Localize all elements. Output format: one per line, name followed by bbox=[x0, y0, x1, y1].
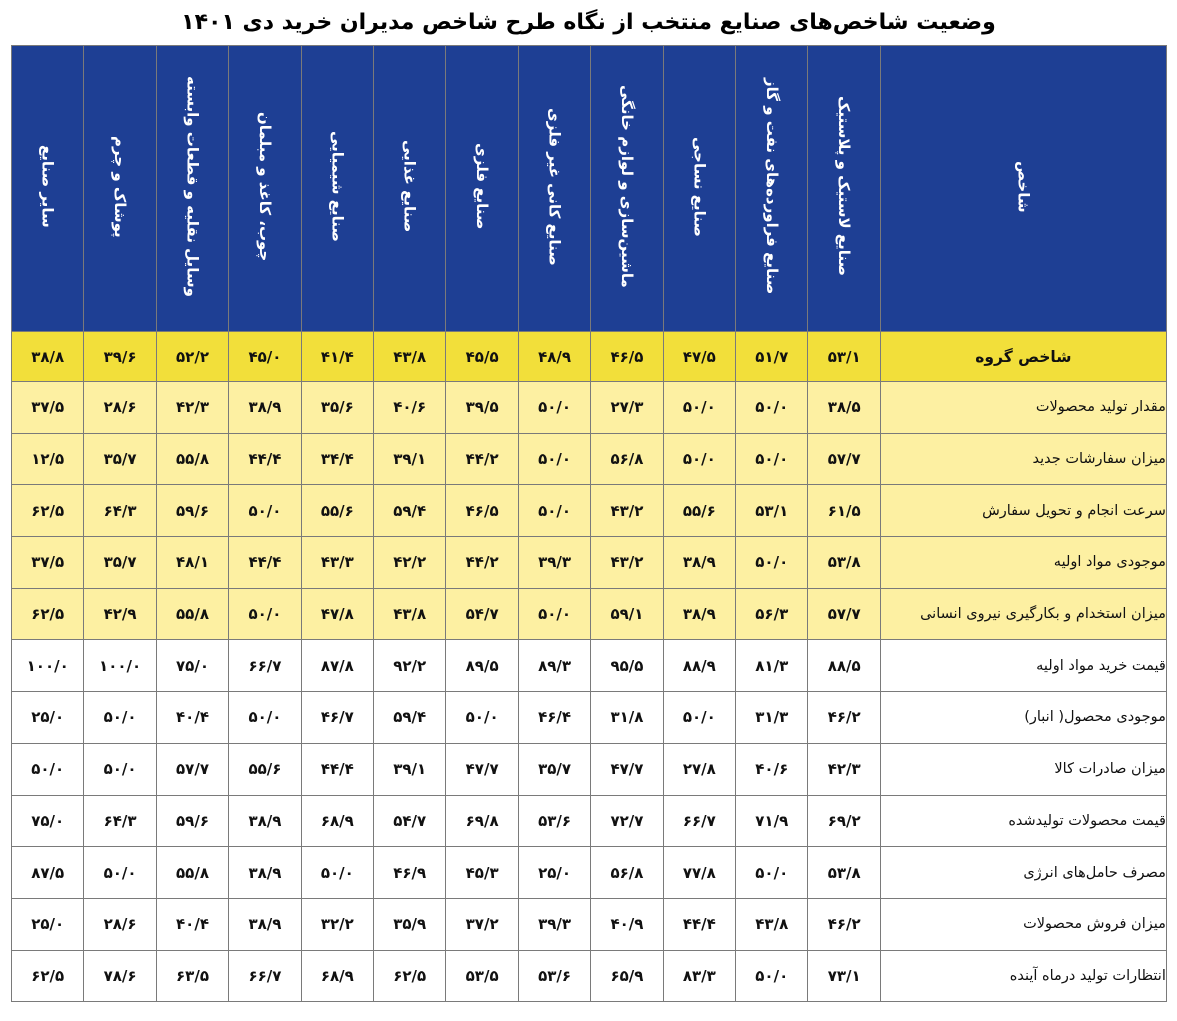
table-cell: ۷۳/۱ bbox=[808, 950, 880, 1002]
table-cell: ۸۸/۹ bbox=[663, 640, 735, 692]
table-cell: ۶۱/۵ bbox=[808, 485, 880, 537]
table-cell: ۵۰/۰ bbox=[736, 847, 808, 899]
table-cell: ۸۹/۵ bbox=[446, 640, 518, 692]
table-cell: ۵۰/۰ bbox=[736, 950, 808, 1002]
table-cell: ۵۹/۶ bbox=[156, 485, 228, 537]
table-cell: ۴۶/۵ bbox=[446, 485, 518, 537]
table-row bbox=[12, 847, 1167, 899]
column-header-label: صنایع فلزی bbox=[473, 143, 492, 230]
row-label: میزان سفارشات جدید bbox=[880, 433, 1166, 485]
table-cell: ۲۸/۶ bbox=[84, 898, 156, 950]
table-cell: ۳۸/۹ bbox=[663, 537, 735, 589]
table-cell: ۵۵/۶ bbox=[229, 743, 301, 795]
table-cell: ۵۰/۰ bbox=[84, 847, 156, 899]
column-header bbox=[808, 46, 880, 332]
table-cell: ۴۶/۹ bbox=[374, 847, 446, 899]
table-cell: ۸۷/۸ bbox=[301, 640, 373, 692]
table-cell: ۴۴/۴ bbox=[663, 898, 735, 950]
column-header-label: صنایع لاستیک و پلاستیک bbox=[835, 96, 854, 277]
table-cell: ۴۶/۵ bbox=[591, 332, 663, 382]
table-cell: ۵۷/۷ bbox=[808, 433, 880, 485]
table-cell: ۵۶/۸ bbox=[591, 847, 663, 899]
pmi-table bbox=[11, 45, 1167, 1002]
table-cell: ۴۲/۳ bbox=[808, 743, 880, 795]
row-label: میزان فروش محصولات bbox=[880, 898, 1166, 950]
table-row bbox=[12, 795, 1167, 847]
table-cell: ۴۴/۴ bbox=[301, 743, 373, 795]
table-cell: ۵۰/۰ bbox=[736, 537, 808, 589]
table-cell: ۴۳/۸ bbox=[736, 898, 808, 950]
table-cell: ۳۹/۳ bbox=[518, 898, 590, 950]
row-label: شاخص گروه bbox=[880, 332, 1166, 382]
table-cell: ۴۶/۷ bbox=[301, 692, 373, 744]
column-header bbox=[591, 46, 663, 332]
table-cell: ۳۸/۵ bbox=[808, 382, 880, 434]
table-cell: ۴۲/۹ bbox=[84, 588, 156, 640]
table-cell: ۲۸/۶ bbox=[84, 382, 156, 434]
column-header bbox=[446, 46, 518, 332]
table-cell: ۳۷/۵ bbox=[12, 537, 84, 589]
table-cell: ۳۱/۸ bbox=[591, 692, 663, 744]
table-cell: ۳۹/۱ bbox=[374, 743, 446, 795]
table-cell: ۷۸/۶ bbox=[84, 950, 156, 1002]
table-cell: ۳۵/۷ bbox=[84, 433, 156, 485]
table-cell: ۴۵/۳ bbox=[446, 847, 518, 899]
table-cell: ۳۸/۹ bbox=[229, 382, 301, 434]
column-header-label: پوشاک و چرم bbox=[111, 135, 130, 238]
table-cell: ۴۴/۲ bbox=[446, 537, 518, 589]
table-cell: ۳۸/۹ bbox=[229, 898, 301, 950]
table-cell: ۴۷/۵ bbox=[663, 332, 735, 382]
table-cell: ۳۲/۲ bbox=[301, 898, 373, 950]
table-cell: ۵۹/۴ bbox=[374, 485, 446, 537]
table-row bbox=[12, 588, 1167, 640]
column-header bbox=[12, 46, 84, 332]
table-cell: ۸۷/۵ bbox=[12, 847, 84, 899]
table-cell: ۶۹/۲ bbox=[808, 795, 880, 847]
page-title: وضعیت شاخص‌های صنایع منتخب از نگاه طرح شاخص مدیران خرید دی ۱۴۰۱ bbox=[181, 10, 996, 35]
table-cell: ۷۱/۹ bbox=[736, 795, 808, 847]
table-row bbox=[12, 743, 1167, 795]
row-label: موجودی محصول( انبار) bbox=[880, 692, 1166, 744]
table-cell: ۵۰/۰ bbox=[229, 588, 301, 640]
table-cell: ۶۲/۵ bbox=[12, 588, 84, 640]
table-cell: ۵۵/۸ bbox=[156, 847, 228, 899]
column-header-label: صنایع غذایی bbox=[400, 140, 419, 233]
header-corner-label: شاخص bbox=[1014, 160, 1033, 213]
table-row bbox=[12, 692, 1167, 744]
column-header-label: سایر صنایع bbox=[38, 145, 57, 228]
row-label: مقدار تولید محصولات bbox=[880, 382, 1166, 434]
table-cell: ۴۰/۶ bbox=[736, 743, 808, 795]
table-cell: ۵۰/۰ bbox=[229, 485, 301, 537]
table-row bbox=[12, 537, 1167, 589]
table-cell: ۵۹/۴ bbox=[374, 692, 446, 744]
row-label: موجودی مواد اولیه bbox=[880, 537, 1166, 589]
column-header-label: چوب، کاغذ و مبلمان bbox=[255, 111, 274, 262]
table-cell: ۳۱/۳ bbox=[736, 692, 808, 744]
row-label: میزان صادرات کالا bbox=[880, 743, 1166, 795]
table-row bbox=[12, 640, 1167, 692]
table-cell: ۶۵/۹ bbox=[591, 950, 663, 1002]
table-cell: ۶۴/۳ bbox=[84, 795, 156, 847]
table-row bbox=[12, 382, 1167, 434]
table-cell: ۴۶/۲ bbox=[808, 898, 880, 950]
table-cell: ۷۲/۷ bbox=[591, 795, 663, 847]
table-cell: ۵۰/۰ bbox=[736, 433, 808, 485]
table-body bbox=[12, 332, 1167, 1002]
table-cell: ۴۳/۲ bbox=[591, 537, 663, 589]
table-cell: ۶۲/۵ bbox=[12, 485, 84, 537]
header-corner bbox=[880, 46, 1166, 332]
table-cell: ۵۰/۰ bbox=[301, 847, 373, 899]
table-cell: ۳۷/۲ bbox=[446, 898, 518, 950]
table-cell: ۳۷/۵ bbox=[12, 382, 84, 434]
column-header bbox=[229, 46, 301, 332]
table-cell: ۷۷/۸ bbox=[663, 847, 735, 899]
table-cell: ۴۸/۱ bbox=[156, 537, 228, 589]
table-cell: ۶۹/۸ bbox=[446, 795, 518, 847]
table-cell: ۵۹/۶ bbox=[156, 795, 228, 847]
table-cell: ۴۲/۲ bbox=[374, 537, 446, 589]
table-row bbox=[12, 433, 1167, 485]
table-cell: ۴۰/۹ bbox=[591, 898, 663, 950]
table-cell: ۶۸/۹ bbox=[301, 795, 373, 847]
table-cell: ۳۸/۹ bbox=[229, 847, 301, 899]
column-header-label: صنایع کانی غیر فلزی bbox=[545, 107, 564, 266]
table-cell: ۲۷/۸ bbox=[663, 743, 735, 795]
table-cell: ۴۷/۷ bbox=[591, 743, 663, 795]
table-cell: ۵۰/۰ bbox=[446, 692, 518, 744]
row-label: قیمت خرید مواد اولیه bbox=[880, 640, 1166, 692]
table-cell: ۵۴/۷ bbox=[446, 588, 518, 640]
table-cell: ۴۷/۸ bbox=[301, 588, 373, 640]
table-cell: ۴۳/۸ bbox=[374, 588, 446, 640]
table-cell: ۵۰/۰ bbox=[518, 382, 590, 434]
row-label: میزان استخدام و بکارگیری نیروی انسانی bbox=[880, 588, 1166, 640]
table-cell: ۵۶/۳ bbox=[736, 588, 808, 640]
column-header-label: صنایع شیمیایی bbox=[328, 131, 347, 242]
table-cell: ۳۸/۹ bbox=[663, 588, 735, 640]
table-cell: ۵۳/۸ bbox=[808, 847, 880, 899]
table-cell: ۵۹/۱ bbox=[591, 588, 663, 640]
column-header-label: وسایل نقلیه و قطعات وابسته bbox=[183, 76, 202, 297]
table-row bbox=[12, 898, 1167, 950]
table-cell: ۳۹/۳ bbox=[518, 537, 590, 589]
table-row bbox=[12, 950, 1167, 1002]
table-cell: ۴۵/۰ bbox=[229, 332, 301, 382]
table-cell: ۵۵/۶ bbox=[301, 485, 373, 537]
table-cell: ۹۵/۵ bbox=[591, 640, 663, 692]
row-label: مصرف حامل‌های انرژی bbox=[880, 847, 1166, 899]
table-cell: ۴۴/۴ bbox=[229, 537, 301, 589]
table-cell: ۶۳/۵ bbox=[156, 950, 228, 1002]
table-cell: ۵۰/۰ bbox=[12, 743, 84, 795]
row-label: سرعت انجام و تحویل سفارش bbox=[880, 485, 1166, 537]
table-cell: ۵۷/۷ bbox=[808, 588, 880, 640]
table-cell: ۴۳/۸ bbox=[374, 332, 446, 382]
table-cell: ۸۹/۳ bbox=[518, 640, 590, 692]
table-cell: ۶۲/۵ bbox=[374, 950, 446, 1002]
table-cell: ۴۴/۲ bbox=[446, 433, 518, 485]
table-cell: ۵۰/۰ bbox=[518, 433, 590, 485]
row-label: قیمت محصولات تولیدشده bbox=[880, 795, 1166, 847]
table-cell: ۵۰/۰ bbox=[736, 382, 808, 434]
table-cell: ۵۳/۶ bbox=[518, 950, 590, 1002]
table-cell: ۳۹/۵ bbox=[446, 382, 518, 434]
table-cell: ۴۲/۳ bbox=[156, 382, 228, 434]
table-cell: ۳۹/۶ bbox=[84, 332, 156, 382]
table-cell: ۴۷/۷ bbox=[446, 743, 518, 795]
table-cell: ۵۰/۰ bbox=[84, 692, 156, 744]
table-cell: ۳۵/۷ bbox=[518, 743, 590, 795]
table-cell: ۸۱/۳ bbox=[736, 640, 808, 692]
table-cell: ۵۳/۱ bbox=[736, 485, 808, 537]
table-cell: ۴۶/۲ bbox=[808, 692, 880, 744]
table-cell: ۴۰/۴ bbox=[156, 692, 228, 744]
table-cell: ۵۳/۸ bbox=[808, 537, 880, 589]
table-cell: ۷۵/۰ bbox=[12, 795, 84, 847]
table-cell: ۵۱/۷ bbox=[736, 332, 808, 382]
table-cell: ۳۸/۹ bbox=[229, 795, 301, 847]
table-cell: ۵۰/۰ bbox=[229, 692, 301, 744]
column-header bbox=[518, 46, 590, 332]
table-cell: ۵۰/۰ bbox=[84, 743, 156, 795]
table-cell: ۲۵/۰ bbox=[12, 898, 84, 950]
table-cell: ۳۴/۴ bbox=[301, 433, 373, 485]
table-cell: ۵۰/۰ bbox=[663, 433, 735, 485]
table-cell: ۴۸/۹ bbox=[518, 332, 590, 382]
column-header bbox=[374, 46, 446, 332]
table-cell: ۴۴/۴ bbox=[229, 433, 301, 485]
table-cell: ۱۲/۵ bbox=[12, 433, 84, 485]
column-header bbox=[156, 46, 228, 332]
table-cell: ۶۶/۷ bbox=[663, 795, 735, 847]
table-cell: ۲۵/۰ bbox=[12, 692, 84, 744]
table-cell: ۴۱/۴ bbox=[301, 332, 373, 382]
table-cell: ۲۵/۰ bbox=[518, 847, 590, 899]
table-cell: ۶۲/۵ bbox=[12, 950, 84, 1002]
table-cell: ۳۹/۱ bbox=[374, 433, 446, 485]
table-cell: ۸۳/۳ bbox=[663, 950, 735, 1002]
table-cell: ۴۳/۲ bbox=[591, 485, 663, 537]
table-cell: ۴۰/۶ bbox=[374, 382, 446, 434]
table-cell: ۹۲/۲ bbox=[374, 640, 446, 692]
column-header bbox=[84, 46, 156, 332]
table-cell: ۵۵/۶ bbox=[663, 485, 735, 537]
table-cell: ۴۶/۴ bbox=[518, 692, 590, 744]
table-cell: ۲۷/۳ bbox=[591, 382, 663, 434]
column-header-label: صنایع نساجی bbox=[690, 136, 709, 237]
table-cell: ۳۵/۷ bbox=[84, 537, 156, 589]
table-cell: ۵۳/۵ bbox=[446, 950, 518, 1002]
table-cell: ۵۰/۰ bbox=[663, 692, 735, 744]
table-cell: ۳۵/۶ bbox=[301, 382, 373, 434]
table-row bbox=[12, 485, 1167, 537]
table-cell: ۱۰۰/۰ bbox=[84, 640, 156, 692]
table-cell: ۴۰/۴ bbox=[156, 898, 228, 950]
table-cell: ۵۳/۱ bbox=[808, 332, 880, 382]
table-cell: ۵۰/۰ bbox=[663, 382, 735, 434]
table-cell: ۵۷/۷ bbox=[156, 743, 228, 795]
column-header-label: صنایع فراورده‌های نفت و گاز bbox=[762, 78, 781, 295]
table-cell: ۱۰۰/۰ bbox=[12, 640, 84, 692]
table-cell: ۸۸/۵ bbox=[808, 640, 880, 692]
table-cell: ۶۸/۹ bbox=[301, 950, 373, 1002]
table-cell: ۶۴/۳ bbox=[84, 485, 156, 537]
table-cell: ۵۵/۸ bbox=[156, 433, 228, 485]
table-cell: ۳۸/۸ bbox=[12, 332, 84, 382]
table-cell: ۴۵/۵ bbox=[446, 332, 518, 382]
column-header-label: ماشین‌سازی و لوازم خانگی bbox=[617, 85, 636, 288]
table-cell: ۷۵/۰ bbox=[156, 640, 228, 692]
table-cell: ۵۰/۰ bbox=[518, 485, 590, 537]
header-row bbox=[12, 46, 1167, 332]
table-cell: ۴۳/۳ bbox=[301, 537, 373, 589]
table-cell: ۵۳/۶ bbox=[518, 795, 590, 847]
table-cell: ۵۴/۷ bbox=[374, 795, 446, 847]
row-label: انتظارات تولید درماه آینده bbox=[880, 950, 1166, 1002]
column-header bbox=[301, 46, 373, 332]
table-cell: ۵۲/۲ bbox=[156, 332, 228, 382]
table-cell: ۶۶/۷ bbox=[229, 640, 301, 692]
table-cell: ۶۶/۷ bbox=[229, 950, 301, 1002]
column-header bbox=[736, 46, 808, 332]
table-cell: ۵۰/۰ bbox=[518, 588, 590, 640]
table-cell: ۵۶/۸ bbox=[591, 433, 663, 485]
table-cell: ۵۵/۸ bbox=[156, 588, 228, 640]
table-cell: ۳۵/۹ bbox=[374, 898, 446, 950]
group-index-row bbox=[12, 332, 1167, 382]
column-header bbox=[663, 46, 735, 332]
